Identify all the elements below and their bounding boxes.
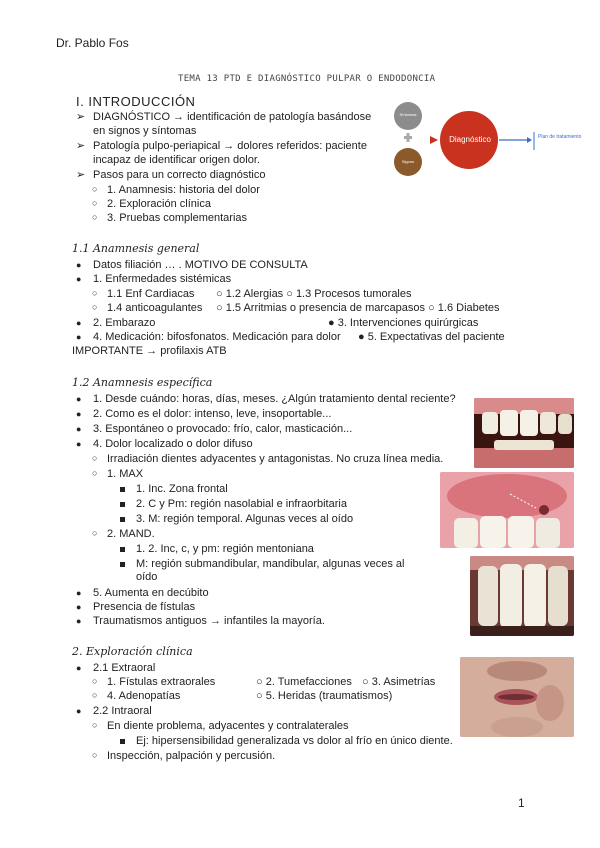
anam-esp-item: 3. Espontáneo o provocado: frío, calor, masticación...: [93, 423, 353, 435]
anam-general-sub: ○ 1.5 Arritmias o presencia de marcapasos ○ 1.6 Diabetes: [216, 302, 500, 314]
exploracion-sub: 4. Adenopatías: [107, 690, 181, 702]
anam-esp-sub: Irradiación dientes adyacentes y antagonistas. No cruza línea media.: [107, 453, 444, 465]
anam-general-sub: ○ 1.2 Alergias ○ 1.3 Procesos tumorales: [216, 288, 412, 300]
anam-general-item: 1. Enfermedades sistémicas: [93, 273, 232, 285]
square-bullet: [120, 562, 125, 567]
intro-item: incapaz de identificar origen dolor.: [93, 154, 260, 166]
intro-item: en signos y síntomas: [93, 125, 197, 137]
square-bullet: [120, 487, 125, 492]
intro-step: 2. Exploración clínica: [107, 198, 211, 210]
symptoms-label: Síntomas: [399, 112, 417, 117]
exploracion-item: 2.2 Intraoral: [93, 705, 152, 717]
anam-general-sub: 1.1 Enf Cardiacas: [107, 288, 195, 300]
teeth-photo-2: [470, 556, 574, 636]
circle-bullet: ○: [92, 212, 98, 222]
anam-general-item: ● 5. Expectativas del paciente: [358, 331, 505, 343]
anam-esp-third: 1. Inc. Zona frontal: [136, 483, 228, 495]
intro-item: Patología pulpo-periapical → dolores referidos: paciente: [93, 140, 367, 152]
intro-item: Pasos para un correcto diagnóstico: [93, 169, 266, 181]
author-header: Dr. Pablo Fos: [56, 36, 129, 50]
anam-esp-item: 1. Desde cuándo: horas, días, meses. ¿Algún tratamiento dental reciente?: [93, 393, 456, 405]
anam-esp-third: 2. C y Pm: región nasolabial e infraorbitaria: [136, 498, 347, 510]
exploracion-sub: 1. Fístulas extraorales: [107, 676, 216, 688]
circle-bullet: ○: [92, 184, 98, 194]
anam-general-item: 2. Embarazo: [93, 317, 156, 329]
gum-photo: [440, 472, 574, 548]
anam-esp-third: 1. 2. Inc, c, y pm: región mentoniana: [136, 543, 314, 555]
intro-step: 3. Pruebas complementarias: [107, 212, 248, 224]
square-bullet: [120, 739, 125, 744]
anam-esp-third: M: región submandibular, mandibular, algunas veces al: [136, 558, 405, 570]
anam-esp-sub: 2. MAND.: [107, 528, 155, 540]
important-note: IMPORTANTE → profilaxis ATB: [72, 345, 227, 357]
diagnosis-label: Diagnóstico: [449, 135, 491, 144]
intro-step: 1. Anamnesis: historia del dolor: [107, 184, 260, 196]
intro-item: DIAGNÓSTICO → identificación de patología basándose: [93, 111, 372, 123]
exploracion-sub: ○ 3. Asimetrías: [362, 676, 436, 688]
teeth-photo-1: [474, 398, 574, 468]
arrow-bullet: ➢: [76, 140, 86, 152]
anam-general-item: 4. Medicación: bifosfonatos. Medicación para dolor: [93, 331, 341, 343]
anam-general-item: ● 3. Intervenciones quirúrgicas: [328, 317, 479, 329]
exploracion-sub: Inspección, palpación y percusión.: [107, 750, 276, 762]
anam-esp-item: Presencia de fístulas: [93, 601, 196, 613]
face-photo: [460, 657, 574, 737]
document-title: TEMA 13 PTD E DIAGNÓSTICO PULPAR O ENDODONCIA: [178, 74, 436, 84]
square-bullet: [120, 547, 125, 552]
anam-esp-third: 3. M: región temporal. Algunas veces al oído: [136, 513, 354, 525]
section-heading: 2. Exploración clínica: [72, 645, 193, 658]
square-bullet: [120, 517, 125, 522]
exploracion-sub: En diente problema, adyacentes y contralaterales: [107, 720, 349, 732]
anam-esp-item: 5. Aumenta en decúbito: [93, 587, 209, 599]
anam-esp-sub: 1. MAX: [107, 468, 144, 480]
anam-esp-item: Traumatismos antiguos → infantiles la mayoría.: [93, 615, 325, 627]
arrow-bullet: ➢: [76, 111, 86, 123]
intro-heading: I. INTRODUCCIÓN: [76, 94, 196, 109]
section-heading: 1.2 Anamnesis específica: [72, 376, 213, 389]
exploracion-item: 2.1 Extraoral: [93, 662, 156, 674]
section-heading: 1.1 Anamnesis general: [72, 242, 200, 255]
anam-esp-third: oído: [136, 571, 158, 583]
anam-general-item: Datos filiación … . MOTIVO DE CONSULTA: [93, 259, 308, 271]
square-bullet: [120, 502, 125, 507]
signs-label: Signos: [401, 159, 415, 164]
page-number: 1: [518, 796, 525, 810]
exploracion-sub: ○ 5. Heridas (traumatismos): [256, 690, 393, 702]
circle-bullet: ○: [92, 198, 98, 208]
treatment-label: Plan de tratamiento: [538, 134, 582, 140]
exploracion-third: Ej: hipersensibilidad generalizada vs dolor al frío en único diente.: [136, 735, 453, 747]
anam-esp-item: 2. Como es el dolor: intenso, leve, insoportable...: [93, 408, 332, 420]
anam-general-sub: 1.4 anticoagulantes: [107, 302, 203, 314]
anam-esp-item: 4. Dolor localizado o dolor difuso: [93, 438, 253, 450]
plus-v: [407, 133, 410, 142]
diagram-arrow-red: [430, 136, 438, 144]
exploracion-sub: ○ 2. Tumefacciones: [256, 676, 352, 688]
arrow-bullet: ➢: [76, 169, 86, 181]
